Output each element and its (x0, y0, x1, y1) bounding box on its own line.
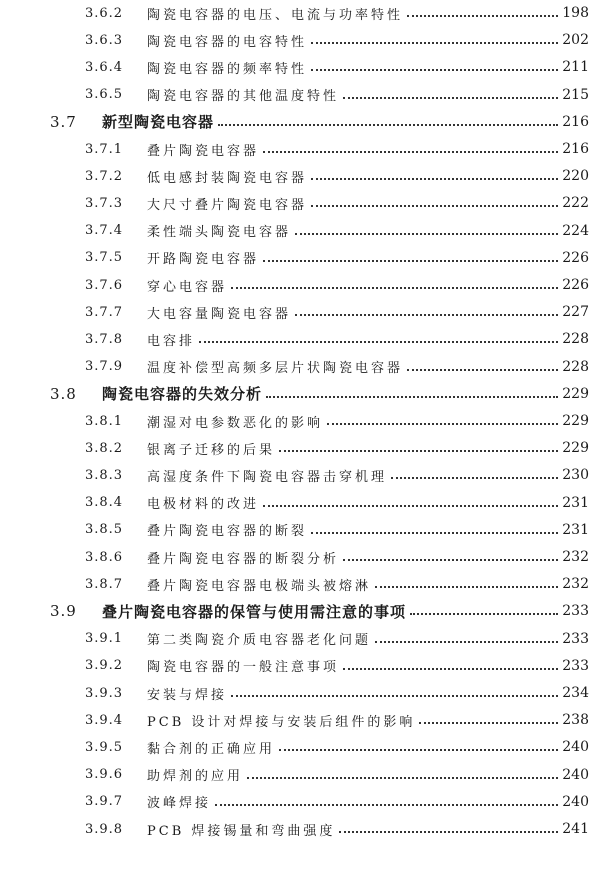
toc-subsection-row[interactable] (0, 791, 589, 813)
dot-leader (295, 314, 558, 316)
dot-leader (407, 15, 558, 17)
toc-entry-number: 3.8.4 (85, 495, 124, 511)
toc-subsection-row[interactable] (0, 546, 589, 568)
dot-leader (247, 777, 558, 779)
toc-entry-number: 3.9.4 (85, 712, 124, 728)
toc-entry-page-number: 226 (562, 277, 589, 293)
toc-subsection-row[interactable] (0, 736, 589, 758)
toc-entry-title: 低电感封装陶瓷电容器 (147, 170, 308, 186)
toc-entry-title: PCB 焊接锡量和弯曲强度 (147, 823, 336, 839)
toc-entry-number: 3.6.2 (85, 5, 124, 21)
toc-entry-title: 大电容量陶瓷电容器 (147, 306, 292, 322)
toc-entry-page-number: 202 (562, 32, 589, 49)
toc-entry-number: 3.9.3 (85, 685, 124, 701)
toc-subsection-row[interactable] (0, 492, 589, 514)
dot-leader (391, 477, 558, 479)
toc-entry-title: 陶瓷电容器的电容特性 (147, 34, 308, 50)
toc-entry-title: 安装与焊接 (147, 687, 228, 703)
toc-entry-title: 电极材料的改进 (147, 497, 260, 513)
dot-leader (279, 450, 558, 452)
toc-subsection-row[interactable] (0, 220, 589, 242)
toc-entry-number: 3.7.8 (85, 331, 124, 347)
toc-entry-title: 叠片陶瓷电容器的断裂分析 (147, 551, 340, 567)
toc-section-row[interactable] (0, 111, 589, 133)
toc-entry-page-number: 234 (562, 685, 589, 701)
dot-leader (231, 287, 558, 289)
toc-entry-number: 3.8.6 (85, 549, 124, 565)
dot-leader (311, 178, 558, 180)
toc-entry-title: 叠片陶瓷电容器的保管与使用需注意的事项 (102, 602, 407, 621)
toc-entry-number: 3.7.3 (85, 195, 124, 211)
toc-entry-number: 3.7.1 (85, 141, 124, 157)
toc-entry-page-number: 240 (562, 793, 589, 810)
toc-subsection-row[interactable] (0, 573, 589, 595)
toc-entry-title: 温度补偿型高频多层片状陶瓷电容器 (147, 361, 404, 377)
toc-entry-title: 开路陶瓷电容器 (147, 252, 260, 268)
toc-entry-number: 3.7.4 (85, 223, 124, 239)
toc-entry-title: 银离子迁移的后果 (147, 442, 276, 458)
toc-subsection-row[interactable] (0, 628, 589, 650)
toc-subsection-row[interactable] (0, 301, 589, 323)
dot-leader (375, 586, 558, 588)
toc-entry-title: 叠片陶瓷电容器电极端头被熔淋 (147, 578, 372, 594)
dot-leader (311, 205, 558, 207)
toc-entry-title: 黏合剂的正确应用 (147, 741, 276, 757)
toc-entry-page-number: 226 (562, 249, 589, 266)
toc-entry-number: 3.9.8 (85, 821, 124, 837)
toc-entry-page-number: 228 (562, 358, 589, 375)
dot-leader (266, 396, 558, 398)
toc-entry-title: 柔性端头陶瓷电容器 (147, 225, 292, 241)
toc-entry-page-number: 233 (562, 603, 589, 620)
toc-entry-title: 陶瓷电容器的频率特性 (147, 61, 308, 77)
toc-entry-page-number: 228 (562, 331, 589, 348)
toc-entry-title: 大尺寸叠片陶瓷电容器 (147, 197, 308, 213)
toc-entry-page-number: 222 (562, 195, 589, 212)
dot-leader (279, 749, 558, 751)
toc-entry-number: 3.6.5 (85, 87, 124, 103)
toc-entry-page-number: 233 (562, 657, 589, 674)
dot-leader (295, 233, 558, 235)
toc-entry-page-number: 229 (562, 385, 589, 402)
toc-entry-page-number: 229 (562, 440, 589, 457)
toc-entry-number: 3.9.5 (85, 739, 124, 755)
toc-section-row[interactable] (0, 383, 589, 405)
toc-subsection-row[interactable] (0, 655, 589, 677)
toc-entry-number: 3.8.7 (85, 576, 124, 592)
dot-leader (263, 505, 558, 507)
toc-subsection-row[interactable] (0, 247, 589, 269)
toc-entry-page-number: 241 (562, 821, 589, 837)
toc-subsection-row[interactable] (0, 682, 589, 704)
toc-entry-title: 潮湿对电参数恶化的影响 (147, 415, 324, 431)
toc-entry-number: 3.8.5 (85, 522, 124, 538)
toc-entry-number: 3.8.3 (85, 467, 124, 483)
toc-subsection-row[interactable] (0, 138, 589, 160)
toc-entry-number: 3.9.7 (85, 794, 124, 810)
dot-leader (343, 97, 558, 99)
toc-entry-title: 高湿度条件下陶瓷电容器击穿机理 (147, 469, 388, 485)
toc-entry-page-number: 211 (562, 59, 589, 76)
toc-subsection-row[interactable] (0, 464, 589, 486)
dot-leader (311, 532, 558, 534)
toc-entry-number: 3.7 (50, 112, 77, 131)
toc-subsection-row[interactable] (0, 2, 589, 24)
toc-entry-title: 波峰焊接 (147, 796, 212, 812)
toc-subsection-row[interactable] (0, 709, 589, 731)
dot-leader (218, 124, 558, 126)
toc-subsection-row[interactable] (0, 356, 589, 378)
toc-subsection-row[interactable] (0, 192, 589, 214)
toc-subsection-row[interactable] (0, 328, 589, 350)
toc-entry-number: 3.7.7 (85, 304, 124, 320)
toc-entry-title: 助焊剂的应用 (147, 769, 244, 785)
toc-entry-title: 第二类陶瓷介质电容器老化问题 (147, 633, 372, 649)
toc-entry-title: 电容排 (147, 333, 196, 349)
toc-entry-title: 穿心电容器 (147, 279, 228, 295)
toc-section-row[interactable] (0, 600, 589, 622)
toc-entry-title: 叠片陶瓷电容器 (147, 143, 260, 159)
toc-entry-title: PCB 设计对焊接与安装后组件的影响 (147, 714, 416, 730)
dot-leader (407, 369, 558, 371)
toc-entry-number: 3.9 (50, 602, 77, 621)
toc-entry-page-number: 216 (562, 113, 589, 130)
toc-subsection-row[interactable] (0, 274, 589, 296)
toc-entry-page-number: 240 (562, 739, 589, 756)
toc-entry-title: 陶瓷电容器的其他温度特性 (147, 89, 340, 105)
toc-entry-number: 3.7.2 (85, 168, 124, 184)
toc-entry-page-number: 230 (562, 467, 589, 484)
dot-leader (199, 341, 558, 343)
dot-leader (419, 722, 558, 724)
toc-entry-title: 新型陶瓷电容器 (102, 113, 215, 132)
dot-leader (339, 831, 558, 833)
dot-leader (263, 151, 558, 153)
toc-entry-number: 3.9.1 (85, 631, 124, 647)
dot-leader (231, 695, 558, 697)
toc-entry-page-number: 229 (562, 413, 589, 429)
toc-entry-page-number: 238 (562, 712, 589, 729)
toc-entry-page-number: 198 (562, 5, 589, 21)
toc-entry-number: 3.9.6 (85, 767, 124, 783)
toc-entry-page-number: 233 (562, 630, 589, 647)
dot-leader (327, 423, 558, 425)
dot-leader (311, 42, 558, 44)
toc-entry-page-number: 231 (562, 521, 589, 538)
dot-leader (410, 613, 558, 615)
toc-entry-number: 3.8.1 (85, 413, 124, 429)
toc-subsection-row[interactable] (0, 437, 589, 459)
toc-entry-number: 3.6.4 (85, 59, 124, 75)
toc-subsection-row[interactable] (0, 818, 589, 840)
toc-entry-number: 3.9.2 (85, 658, 124, 674)
toc-subsection-row[interactable] (0, 764, 589, 786)
toc-entry-title: 陶瓷电容器的一般注意事项 (147, 660, 340, 676)
toc-subsection-row[interactable] (0, 165, 589, 187)
toc-entry-page-number: 232 (562, 549, 589, 565)
toc-entry-number: 3.7.5 (85, 250, 124, 266)
toc-subsection-row[interactable] (0, 84, 589, 106)
toc-entry-title: 陶瓷电容器的失效分析 (102, 385, 263, 404)
toc-entry-page-number: 216 (562, 141, 589, 157)
dot-leader (215, 804, 558, 806)
toc-entry-number: 3.8.2 (85, 440, 124, 456)
dot-leader (311, 69, 558, 71)
toc-entry-number: 3.7.6 (85, 277, 124, 293)
toc-entry-page-number: 232 (562, 576, 589, 593)
toc-subsection-row[interactable] (0, 29, 589, 51)
toc-entry-page-number: 240 (562, 766, 589, 783)
toc-entry-page-number: 224 (562, 222, 589, 239)
toc-entry-number: 3.7.9 (85, 359, 124, 375)
toc-entry-page-number: 220 (562, 168, 589, 185)
dot-leader (375, 641, 558, 643)
toc-entry-number: 3.6.3 (85, 32, 124, 48)
toc-subsection-row[interactable] (0, 410, 589, 432)
toc-entry-page-number: 227 (562, 304, 589, 321)
toc-entry-title: 叠片陶瓷电容器的断裂 (147, 524, 308, 540)
toc-entry-title: 陶瓷电容器的电压、电流与功率特性 (147, 7, 404, 23)
dot-leader (343, 559, 558, 561)
toc-subsection-row[interactable] (0, 519, 589, 541)
toc-entry-number: 3.8 (50, 384, 77, 403)
toc-entry-page-number: 215 (562, 86, 589, 103)
dot-leader (263, 260, 558, 262)
dot-leader (343, 668, 558, 670)
toc-subsection-row[interactable] (0, 56, 589, 78)
toc-entry-page-number: 231 (562, 494, 589, 511)
